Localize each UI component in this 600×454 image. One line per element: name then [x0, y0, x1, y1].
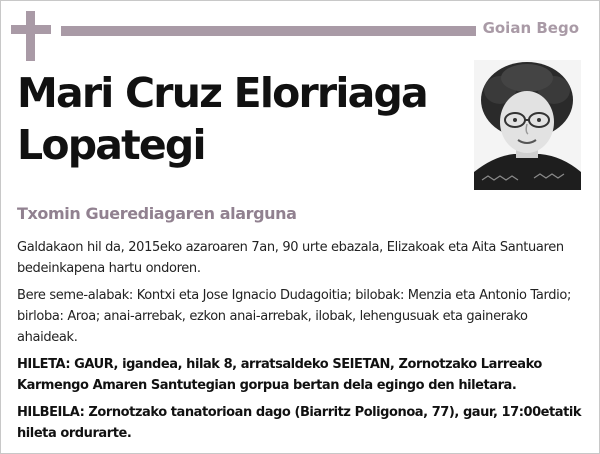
deceased-name: Mari Cruz Elorriaga Lopategi	[17, 69, 427, 169]
location-label: Goian Bego	[482, 19, 579, 37]
family-paragraph: Bere seme-alabak: Kontxi eta Jose Ignacio Dudagoitia; bilobak: Menzia eta Antonio Tardio; birloba: Aroa; anai-arrebak, ezkon anai-arrebak, ilobak, lehengusuak eta gainerako ahaideak.	[17, 288, 572, 345]
death-paragraph: Galdakaon hil da, 2015eko azaroaren 7an, 90 urte ebazala, Elizakoak eta Aita Santuaren bedeinkapena hartu ondoren.	[17, 240, 564, 276]
funeral-paragraph: HILETA: GAUR, igandea, hilak 8, arratsaldeko SEIETAN, Zornotzako Larreako Karmengo Amaren Santutegian gorpua bertan dela egingo den hiletara.	[17, 357, 542, 393]
cross-icon	[11, 11, 51, 61]
subtitle-widow: Txomin Guerediagaren alarguna	[17, 204, 297, 223]
portrait-photo	[474, 60, 581, 190]
header-divider	[61, 26, 476, 36]
wake-paragraph: HILBEILA: Zornotzako tanatorioan dago (Biarritz Poligonoa, 77), gaur, 17:00etatik hileta ordurarte.	[17, 405, 582, 441]
obituary-body	[17, 237, 585, 450]
